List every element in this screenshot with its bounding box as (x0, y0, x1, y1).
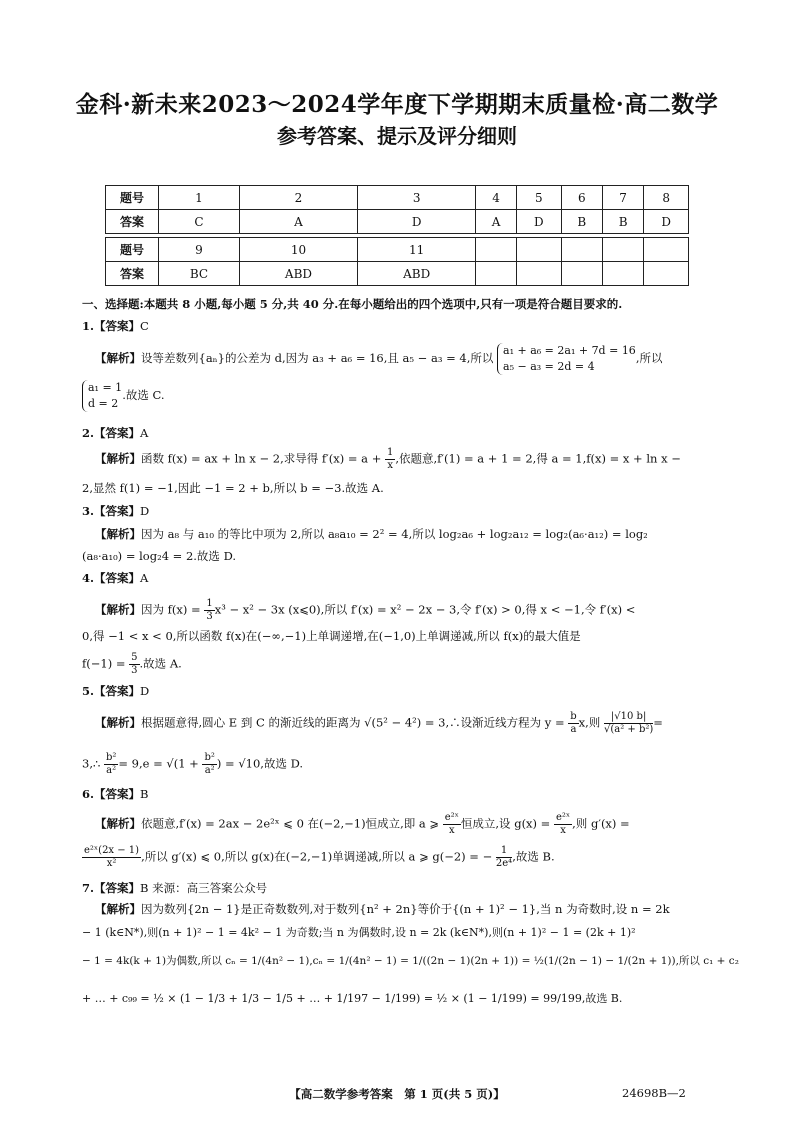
fraction: $\frac{\text{b²}}{\text{a²}}$ (105, 752, 117, 776)
table-header-cell: 题号 (106, 238, 159, 262)
table-cell: 3 (358, 186, 476, 210)
table-cell: 8 (644, 186, 689, 210)
q4-answer: 4.【答案】A (82, 571, 149, 585)
table-cell: A (239, 210, 357, 234)
q1-analysis-line-2: a₁ = 1 d = 2.故选 C. (82, 380, 165, 412)
table-row (106, 186, 689, 210)
equation-system: a₁ = 1 d = 2 (82, 380, 122, 412)
q3-analysis-line-2: (a₈·a₁₀) = log₂4 = 2.故选 D. (82, 549, 237, 563)
page-title: 金科·新未来2023～2024学年度下学期期末质量检·高二数学 (75, 91, 719, 118)
fraction: $\frac{\text{b²}}{\text{a²}}$ (204, 752, 215, 776)
table-cell: 4 (476, 186, 517, 210)
table-cell (561, 238, 602, 262)
fraction: $\frac{1}{x}$ (386, 447, 394, 471)
table-cell (644, 238, 689, 262)
q1-analysis-line-1: 【解析】设等差数列{aₙ}的公差为 d,因为 a₃ + a₆ = 16,且 a₅ − a₃ = 4,所以 a₁ + a₆ = 2a₁ + 7d = 16 a₅ − a₃ = 2d = 4,所以 (95, 344, 663, 373)
table-header-cell: 答案 (106, 210, 159, 234)
q4-analysis-line-1: 【解析】因为 f(x) = $\frac{1}{3}$ x³ − x² − 3x (x⩽0),所以 f′(x) = x² − 2x − 3,令 f′(x) > 0,得 x < −1,令 f′(x) < (95, 598, 636, 622)
table-cell: 2 (239, 186, 357, 210)
q6-answer: 6.【答案】B (82, 787, 149, 801)
table-cell: ABD (358, 262, 476, 286)
fraction: $\frac{\text{e²ˣ}}{x}$ (444, 812, 459, 836)
q5-answer: 5.【答案】D (82, 684, 150, 698)
fraction: $\frac{5}{3}$ (131, 652, 138, 676)
q6-analysis-line-2: $\frac{\text{e²ˣ(2x − 1)}}{\text{x²}}$ ,所以 g′(x) ⩽ 0,所以 g(x)在(−2,−1)单调递减,所以 a ⩾ g(−2) = − $\frac{1}{\text{2e⁴}}$ ,故选 B. (84, 845, 555, 869)
fraction: $\frac{\text{e²ˣ}}{x}$ (555, 812, 571, 836)
q3-answer: 3.【答案】D (82, 504, 150, 518)
table-header-cell: 题号 (106, 186, 159, 210)
q4-analysis-line-3: f(−1) = $\frac{5}{3}$ .故选 A. (82, 652, 182, 676)
table-cell: BC (159, 262, 240, 286)
table-cell (561, 262, 602, 286)
q7-analysis-line-3: − 1 = 4k(k + 1)为偶数,所以 cₙ = 1/(4n² − 1),cₙ = 1/(4n² − 1) = 1/((2n − 1)(2n + 1)) = ½(1/(2n − 1) − 1/(2n + 1)),所以 c₁ + c₂ (82, 955, 739, 967)
table-cell: 10 (239, 238, 357, 262)
table-cell: B (561, 210, 602, 234)
fraction: $\frac{1}{\text{2e⁴}}$ (495, 845, 513, 869)
table-cell: A (476, 210, 517, 234)
section-heading: 一、选择题:本题共 8 小题,每小题 5 分,共 40 分.在每小题给出的四个选项中,只有一项是符合题目要求的. (82, 297, 623, 311)
table-cell (602, 238, 643, 262)
fraction: $\frac{1}{3}$ (206, 598, 213, 622)
q7-answer: 7.【答案】B 来源：高三答案公众号 (82, 881, 268, 895)
page-footer: 【高二数学参考答案 第 1 页(共 5 页)】 (289, 1087, 505, 1101)
q7-analysis-line-4: + … + c₉₉ = ½ × (1 − 1/3 + 1/3 − 1/5 + … + 1/197 − 1/199) = ½ × (1 − 1/199) = 99/199,故选 B. (82, 992, 623, 1005)
table-cell (476, 262, 517, 286)
table-cell: D (516, 210, 561, 234)
table-cell: ABD (239, 262, 357, 286)
fraction: $\frac{\text{e²ˣ(2x − 1)}}{\text{x²}}$ (84, 845, 140, 869)
q5-analysis-line-1: 【解析】根据题意得,圆心 E 到 C 的渐近线的距离为 √(5² − 4²) = 3,∴设渐近线方程为 y = $\frac{b}{a}$ x,则 $\frac{|√10 b|}{\text{√(a² + b²)}}$ = (95, 711, 663, 735)
table-cell: D (644, 210, 689, 234)
q5-analysis-line-2: 3,∴ $\frac{\text{b²}}{\text{a²}}$ = 9,e = √(1 + $\frac{\text{b²}}{\text{a²}}$ ) = √10,故选 D. (82, 752, 304, 776)
table-cell: 5 (516, 186, 561, 210)
table-header-cell: 答案 (106, 262, 159, 286)
q1-answer: 1.【答案】C (82, 319, 149, 333)
table-cell: 7 (602, 186, 643, 210)
q7-analysis-line-2: − 1 (k∈N*),则(n + 1)² − 1 = 4k² − 1 为奇数;当 n 为偶数时,设 n = 2k (k∈N*),则(n + 1)² − 1 = (2k + 1)² (82, 926, 636, 939)
fraction: $\frac{|√10 b|}{\text{√(a² + b²)}}$ (603, 711, 654, 735)
table-cell: 11 (358, 238, 476, 262)
q2-analysis-line-1: 【解析】函数 f(x) = ax + ln x − 2,求导得 f′(x) = a + $\frac{1}{x}$ ,依题意,f′(1) = a + 1 = 2,得 a = 1,f(x) = x + ln x − (95, 447, 681, 471)
table-cell: D (358, 210, 476, 234)
table-cell (602, 262, 643, 286)
table-cell: 1 (159, 186, 240, 210)
table-cell (644, 262, 689, 286)
q2-answer: 2.【答案】A (82, 426, 149, 440)
table-cell (516, 238, 561, 262)
q7-analysis-line-1: 【解析】因为数列{2n − 1}是正奇数数列,对于数列{n² + 2n}等价于{(n + 1)² − 1},当 n 为奇数时,设 n = 2k (95, 902, 670, 916)
table-row (106, 210, 689, 234)
table-row (106, 238, 689, 262)
answer-table (105, 185, 689, 286)
fraction: $\frac{b}{a}$ (570, 711, 577, 735)
table-row (106, 262, 689, 286)
table-cell: B (602, 210, 643, 234)
table-cell: 9 (159, 238, 240, 262)
page-subtitle: 参考答案、提示及评分细则 (277, 124, 517, 148)
equation-system: a₁ + a₆ = 2a₁ + 7d = 16 a₅ − a₃ = 2d = 4 (497, 343, 636, 375)
q2-analysis-line-2: 2,显然 f(1) = −1,因此 −1 = 2 + b,所以 b = −3.故选 A. (82, 481, 384, 495)
table-cell (476, 238, 517, 262)
q3-analysis-line-1: 【解析】因为 a₈ 与 a₁₀ 的等比中项为 2,所以 a₈a₁₀ = 2² = 4,所以 log₂a₆ + log₂a₁₂ = log₂(a₆·a₁₂) = log₂ (95, 527, 648, 541)
q6-analysis-line-1: 【解析】依题意,f′(x) = 2ax − 2e²ˣ ⩽ 0 在(−2,−1)恒成立,即 a ⩾ $\frac{\text{e²ˣ}}{x}$ 恒成立,设 g(x) = $\frac{\text{e²ˣ}}{x}$ ,则 g′(x) = (95, 812, 630, 836)
table-cell (516, 262, 561, 286)
table-cell: C (159, 210, 240, 234)
table-cell: 6 (561, 186, 602, 210)
q4-analysis-line-2: 0,得 −1 < x < 0,所以函数 f(x)在(−∞,−1)上单调递增,在(−1,0)上单调递减,所以 f(x)的最大值是 (82, 629, 581, 643)
document-code: 24698B—2 (622, 1086, 686, 1100)
